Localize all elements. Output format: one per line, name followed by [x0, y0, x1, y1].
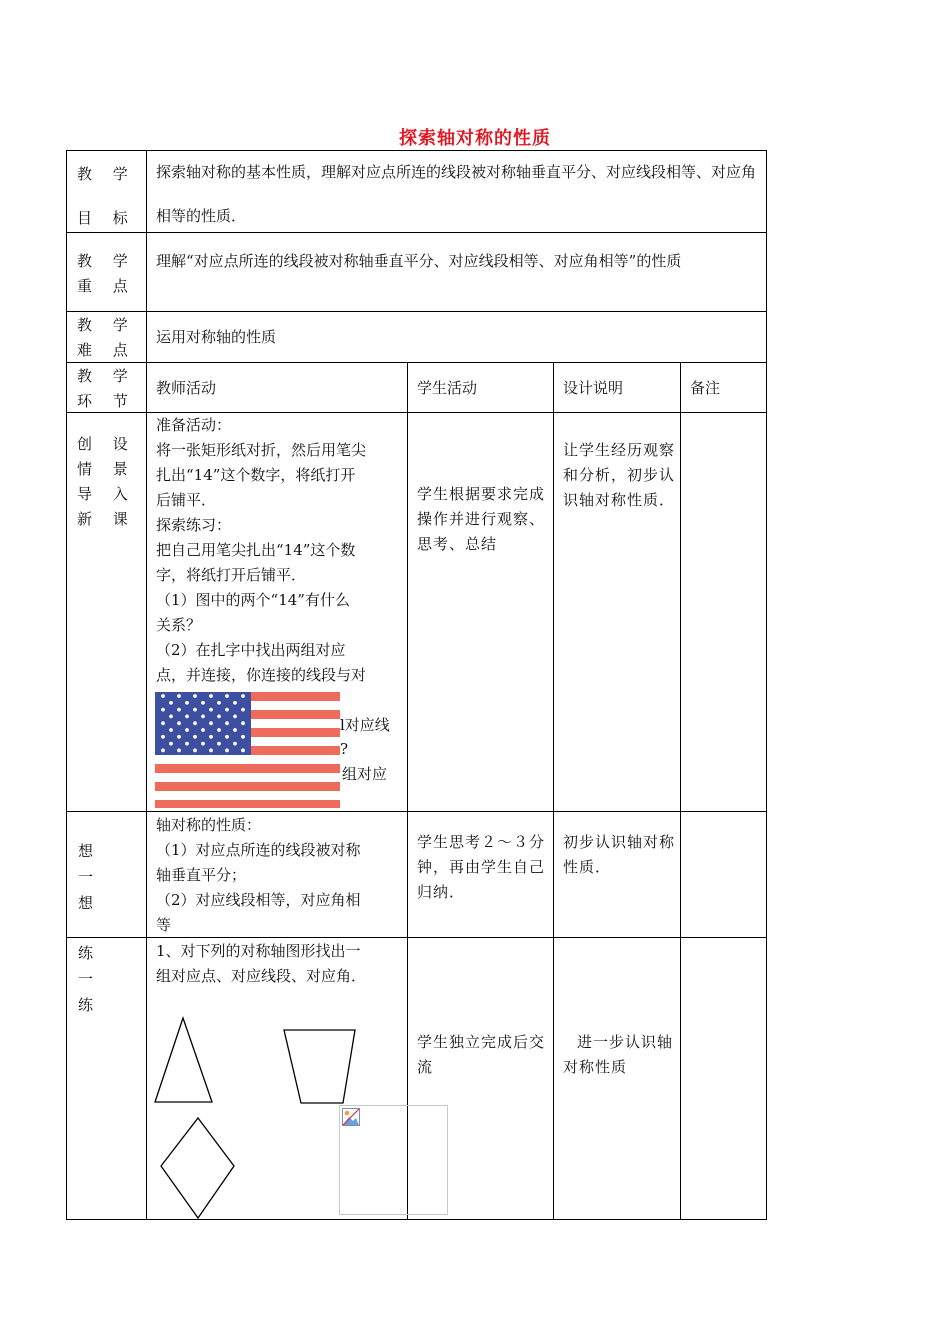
trapezoid-shape [284, 1030, 355, 1103]
flag-star [193, 708, 197, 712]
intro-student: 学生根据要求完成操作并进行观察、思考、总结 [417, 485, 546, 553]
think-line: （1）对应点所连的线段被对称 [156, 841, 361, 859]
goal-label: 教 学 目 标 [77, 165, 136, 227]
think-label-char: 想 [78, 842, 94, 860]
intro-fragment: 组对应 [342, 765, 388, 783]
intro-line: 探索练习： [156, 516, 232, 534]
design-header: 设计说明 [563, 379, 624, 397]
intro-design: 让学生经历观察和分析，初步认识轴对称性质． [563, 441, 676, 509]
flag-star [209, 694, 213, 698]
flag-star [225, 749, 229, 753]
flag-star [241, 708, 245, 712]
think-line: 等 [156, 916, 172, 934]
intro-line: 点，并连接，你连接的线段与对 [156, 666, 367, 684]
think-student: 学生思考２～３分钟，再由学生自己归纳． [417, 833, 546, 901]
flag-star [161, 735, 165, 739]
flag-star [233, 728, 237, 732]
page-title: 探索轴对称的性质 [399, 128, 551, 149]
intro-line: 把自己用笔尖扎出“14”这个数 [156, 541, 356, 559]
intro-line: 扎出“14”这个数字，将纸打开 [156, 466, 356, 484]
flag-star [177, 749, 181, 753]
flag-star [177, 735, 181, 739]
flag-star [201, 715, 205, 719]
flag-star [225, 708, 229, 712]
flag-star [241, 721, 245, 725]
flag-star [233, 701, 237, 705]
flag-star [185, 701, 189, 705]
flag-star [241, 694, 245, 698]
flag-star [177, 721, 181, 725]
flag-star [177, 708, 181, 712]
flag-star [201, 728, 205, 732]
intro-line: 字，将纸打开后铺平． [156, 566, 307, 584]
flag-star [169, 742, 173, 746]
key-label: 教 学 重 点 [77, 252, 136, 295]
flag-star [209, 721, 213, 725]
flag-star [201, 701, 205, 705]
flag-star [241, 735, 245, 739]
flag-star [193, 721, 197, 725]
flag-star [185, 742, 189, 746]
flag-star [209, 749, 213, 753]
practice-student: 学生独立完成后交流 [417, 1033, 546, 1076]
think-design: 初步认识轴对称性质． [563, 833, 676, 876]
flag-star [225, 721, 229, 725]
practice-line: 1、对下列的对称轴图形找出一 [156, 942, 361, 960]
intro-line: 后铺平． [156, 491, 217, 509]
student-header: 学生活动 [417, 379, 478, 397]
think-label [78, 838, 98, 916]
flag-star [241, 749, 245, 753]
flag-star [193, 735, 197, 739]
flag-star [169, 728, 173, 732]
intro-fragment: l对应线 [340, 716, 390, 734]
stage-label: 教 学 环 节 [77, 367, 136, 410]
practice-label-char: 一 [78, 970, 94, 988]
think-line: （2）对应线段相等，对应角相 [156, 891, 361, 909]
flag-star [217, 742, 221, 746]
flag-star [225, 735, 229, 739]
flag-star [169, 701, 173, 705]
flag-star [209, 735, 213, 739]
practice-design: 进一步认识轴对称性质 [563, 1033, 674, 1076]
flag-star [177, 694, 181, 698]
practice-label [78, 940, 98, 1018]
think-line: 轴垂直平分； [156, 866, 247, 884]
flag-star [161, 708, 165, 712]
broken-image-placeholder [339, 1105, 448, 1215]
note-header: 备注 [690, 379, 721, 397]
intro-line: （1）图中的两个“14”有什么 [156, 591, 350, 609]
practice-line: 组对应点、对应线段、对应角． [156, 967, 367, 985]
flag-star [161, 749, 165, 753]
flag-star [161, 694, 165, 698]
difficulty-label: 教 学 难 点 [77, 316, 136, 359]
key-content: 理解“对应点所连的线段被对称轴垂直平分、对应线段相等、对应角相等”的性质 [156, 252, 682, 270]
flag-star [233, 742, 237, 746]
flag-star [217, 701, 221, 705]
flag-star [209, 708, 213, 712]
intro-line: 准备活动： [156, 416, 232, 434]
flag-star [225, 694, 229, 698]
flag-star [217, 728, 221, 732]
intro-line: 关系？ [156, 616, 202, 634]
practice-label-char: 练 [78, 996, 94, 1014]
flag-star [193, 694, 197, 698]
goal-content: 探索轴对称的基本性质，理解对应点所连的线段被对称轴垂直平分、对应线段相等、对应角相等的性质． [156, 163, 757, 225]
flag-star [201, 742, 205, 746]
flag-star [169, 715, 173, 719]
triangle-shape [155, 1018, 212, 1102]
intro-line: 将一张矩形纸对折，然后用笔尖 [156, 441, 367, 459]
flag-star [185, 728, 189, 732]
flag-star [217, 715, 221, 719]
rhombus-shape [161, 1118, 234, 1218]
flag-star [185, 715, 189, 719]
broken-image-icon [342, 1108, 360, 1126]
flag-star [161, 721, 165, 725]
intro-fragment: ? [340, 740, 349, 758]
think-label-char: 一 [78, 868, 94, 886]
practice-label-char: 练 [78, 944, 94, 962]
us-flag-image [155, 692, 340, 808]
think-line: 轴对称的性质： [156, 816, 262, 834]
intro-label: 创 设 情 景 导 入 新 课 [77, 435, 136, 528]
flag-star [233, 715, 237, 719]
flag-star [193, 749, 197, 753]
teacher-header: 教师活动 [156, 379, 217, 397]
think-label-char: 想 [78, 894, 94, 912]
intro-line: （2）在扎字中找出两组对应 [156, 641, 346, 659]
difficulty-content: 运用对称轴的性质 [156, 328, 277, 346]
